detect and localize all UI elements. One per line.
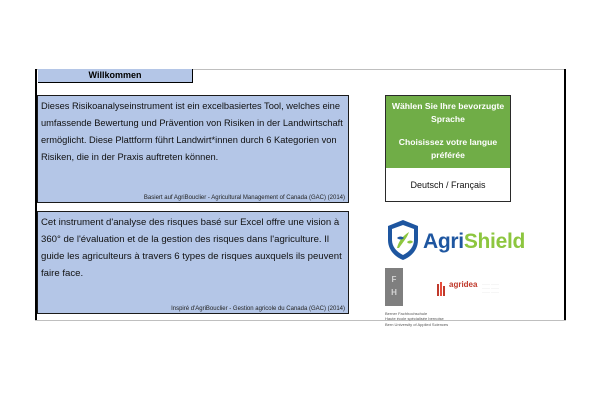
agridea-wordmark: agridea bbox=[449, 280, 478, 289]
language-prompt-fr: Choisissez votre langue préférée bbox=[398, 137, 498, 160]
language-selector-panel bbox=[385, 95, 511, 202]
german-source-note: Basiert auf AgriBouclier - Agricultural Management of Canada (GAC) (2014) bbox=[143, 195, 345, 201]
language-prompt-header bbox=[386, 96, 510, 168]
language-toggle-button[interactable]: Deutsch / Français bbox=[386, 168, 510, 201]
german-description-box bbox=[37, 95, 349, 203]
fh-logo: F H bbox=[385, 268, 403, 306]
agridea-tagline: ········ ········ ········ ········ ········ ········ bbox=[482, 282, 499, 294]
agridea-mark-icon bbox=[436, 280, 448, 298]
german-description-text: Dieses Risikoanalyseinstrument ist ein excelbasiertes Tool, welches eine umfassende Bewertung und Prävention von Risiken in der Landwirtschaft ermöglicht. Diese Plattform führt Landwirt*innen durch 6 Kategorien von Risiken, die in der Praxis auftreten können. bbox=[41, 101, 343, 162]
agrishield-logo bbox=[385, 218, 535, 266]
agrishield-wordmark: AgriShield bbox=[423, 230, 526, 253]
language-prompt-de: Wählen Sie Ihre bevorzugte Sprache bbox=[391, 101, 505, 124]
shield-icon bbox=[385, 218, 421, 262]
agridea-logo bbox=[436, 280, 516, 302]
french-description-box bbox=[37, 211, 349, 314]
welcome-heading: Willkommen bbox=[38, 69, 193, 83]
french-description-text: Cet instrument d'analyse des risques basé sur Excel offre une vision à 360° de l'évaluation et de la gestion des risques dans l'agriculture. Il guide les agriculteurs à travers 6 types de risques auxquels ils peuvent faire face. bbox=[41, 217, 342, 279]
fh-caption: Berner Fachhochschule Haute école spécialisée bernoise Bern University of Applied Sciences bbox=[385, 311, 449, 327]
french-source-note: Inspiré d'AgriBouclier - Gestion agricole du Canada (GAC) (2014) bbox=[171, 306, 345, 312]
